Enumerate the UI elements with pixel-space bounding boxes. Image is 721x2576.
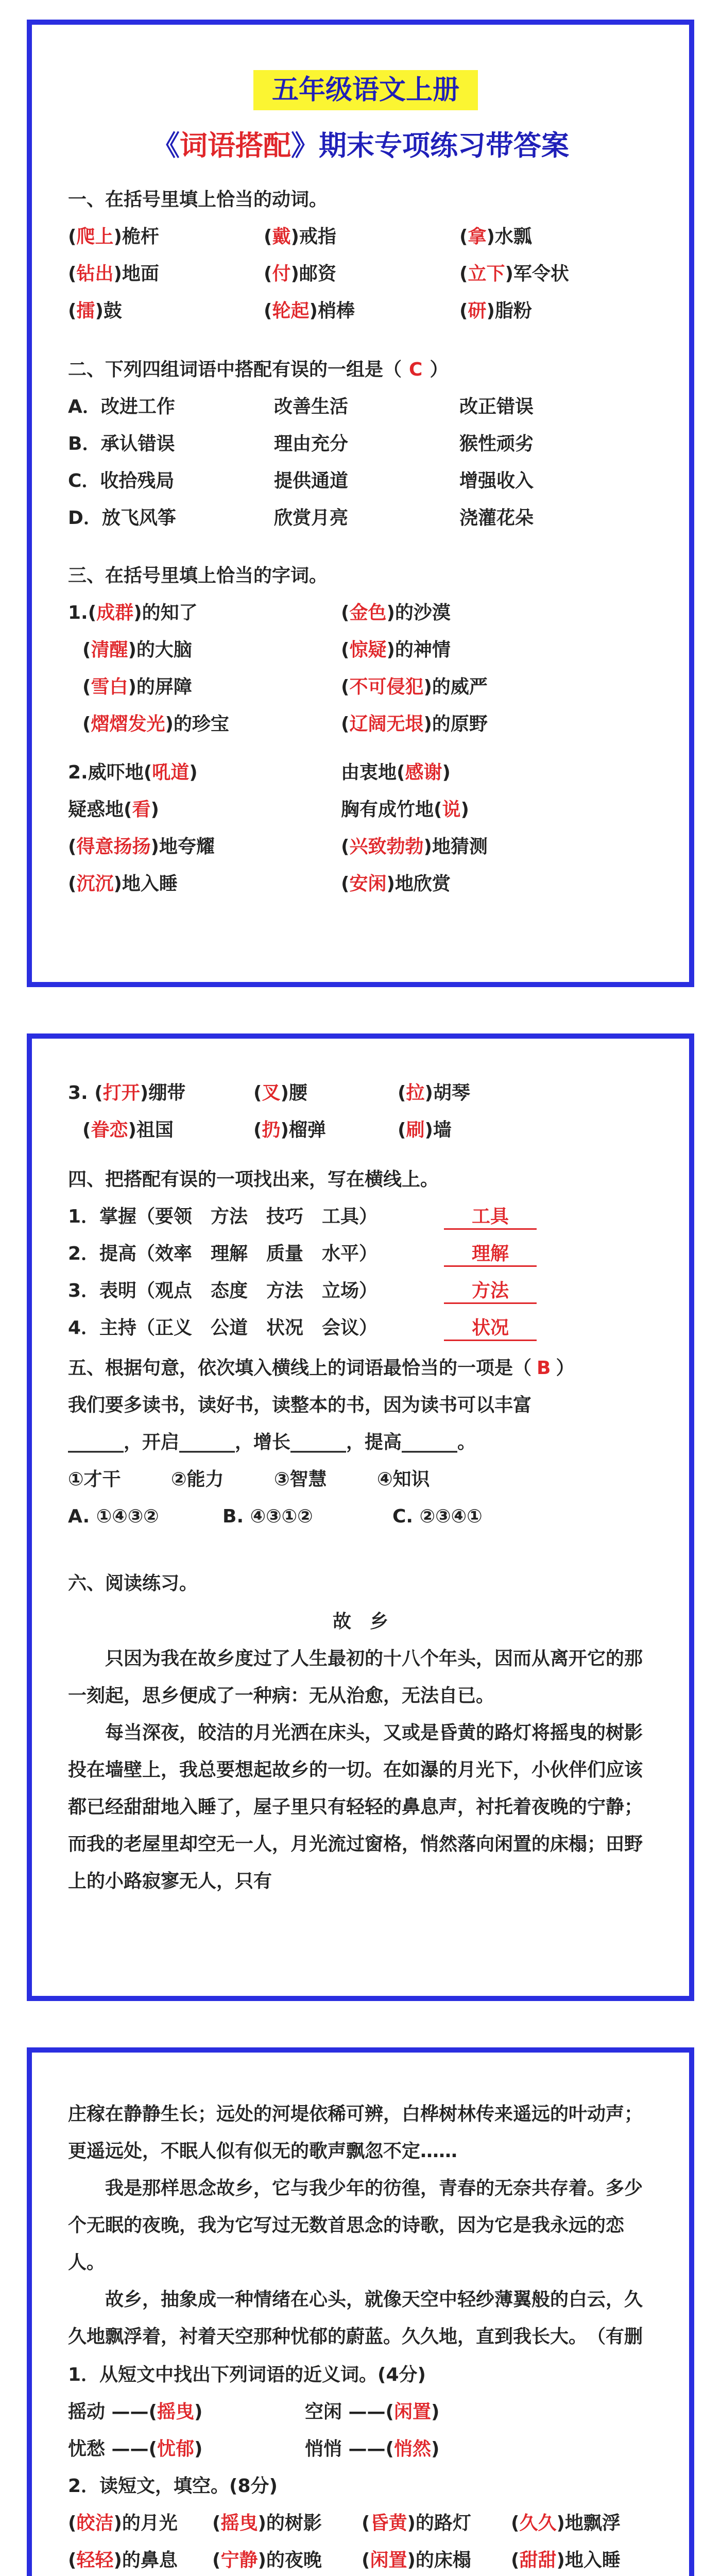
fill-item: (拉)胡琴	[398, 1082, 470, 1104]
option-cell: 猴性顽劣	[459, 433, 534, 454]
fill-item-left: 2.威吓地(吼道)	[68, 762, 198, 783]
fill-item-left: (沉沉)地入睡	[68, 873, 178, 894]
mismatch-answer: 方法	[444, 1280, 537, 1304]
option-cell: 浇灌花朵	[459, 507, 534, 529]
fill-item: (皎洁)的月光	[68, 2513, 178, 2534]
synonym-item: 空闲 ——(闲置)	[305, 2401, 440, 2422]
fill-item: (眷恋)祖国	[82, 1120, 174, 1141]
section-5-heading: 五、根据句意，依次填入横线上的词语最恰当的一项是（ B ）	[68, 1358, 575, 1379]
fill-item-right: 胸有成竹地(说)	[341, 799, 469, 820]
page-1	[27, 20, 694, 987]
story-paragraph-4: 故乡，抽象成一种情绪在心头，就像天空中轻纱薄翼般的白云，久久地飘浮着，衬着天空那种忧郁的蔚蓝。久久地，直到我长大。 （有删	[68, 2289, 643, 2347]
section-1-heading: 一、在括号里填上恰当的动词。	[68, 189, 328, 210]
verb-blank-item: (轮起)梢棒	[264, 300, 355, 321]
mismatch-question: 4．主持（正义 公道 状况 会议）	[68, 1317, 378, 1338]
fill-item-right: (辽阔无垠)的原野	[341, 714, 488, 735]
option-cell: 提供通道	[274, 470, 349, 492]
choice-item: ②能力	[171, 1469, 224, 1490]
section-3-heading: 三、在括号里填上恰当的字词。	[68, 565, 328, 586]
fill-item-left: (清醒)的大脑	[82, 639, 192, 660]
verb-blank-item: (付)邮资	[264, 263, 336, 284]
fill-item: (刷)墙	[398, 1120, 452, 1141]
fill-item: (宁静)的夜晚	[212, 2550, 322, 2571]
verb-blank-item: (拿)水瓢	[459, 226, 532, 247]
fill-item-left: (得意扬扬)地夸耀	[68, 836, 215, 857]
mismatch-question: 2．提高（效率 理解 质量 水平）	[68, 1243, 378, 1264]
verb-blank-item: (擂)鼓	[68, 300, 122, 321]
option-item: C. ②③④①	[392, 1506, 483, 1527]
option-cell: 理由充分	[274, 433, 349, 454]
option-item: B. ④③①②	[222, 1506, 313, 1527]
story-paragraph-2: 每当深夜，皎洁的月光洒在床头，又或是昏黄的路灯将摇曳的树影投在墙壁上，我总要想起故乡的一切。在如瀑的月光下，小伙伴们应该都已经甜甜地入睡了，屋子里只有轻轻的鼻息声，衬托着夜晚的宁静；而我的老屋里却空无一人，月光流过窗格，悄然落向闲置的床榻；田野上的小路寂寥无人，只有	[68, 1722, 643, 1892]
synonym-item: 摇动 ——(摇曳)	[68, 2401, 203, 2422]
section-4-heading: 四、把搭配有误的一项找出来，写在横线上。	[68, 1169, 439, 1190]
option-cell: 欣赏月亮	[274, 507, 349, 529]
fill-item: (闲置)的床榻	[362, 2550, 471, 2571]
fill-item: 3. (打开)绷带	[68, 1082, 186, 1104]
choice-item: ①才干	[68, 1469, 121, 1490]
verb-blank-item: (爬上)桅杆	[68, 226, 159, 247]
fill-item-left: (雪白)的屏障	[82, 676, 192, 698]
option-item: A. ①④③②	[68, 1506, 159, 1527]
mismatch-answer: 工具	[444, 1206, 537, 1230]
question-2: 2．读短文，填空。(8分)	[68, 2476, 278, 2497]
mismatch-question: 3．表明（观点 态度 方法 立场）	[68, 1280, 378, 1301]
option-cell: 改善生活	[274, 396, 349, 417]
section-5-line2: ______，开启______，增长______，提高______。	[68, 1432, 476, 1453]
choice-item: ③智慧	[274, 1469, 327, 1490]
story-paragraph-2-cont: 庄稼在静静生长；远处的河堤依稀可辨，白桦树林传来遥远的叶动声；更遥远处，不眠人似有似无的歌声飘忽不定……	[68, 2104, 643, 2162]
fill-item-right: (安闲)地欣赏	[341, 873, 451, 894]
section-2-heading: 二、下列四组词语中搭配有误的一组是（ C ）	[68, 359, 449, 380]
story-paragraph-3: 我是那样思念故乡，它与我少年的彷徨，青春的无奈共存着。多少个无眠的夜晚，我为它写过无数首思念的诗歌，因为它是我永远的恋人。	[68, 2178, 643, 2273]
verb-blank-item: (戴)戒指	[264, 226, 336, 247]
fill-item: (昏黄)的路灯	[362, 2513, 471, 2534]
verb-blank-item: (研)脂粉	[459, 300, 532, 321]
fill-item-left: 1.(成群)的知了	[68, 602, 198, 623]
fill-item-right: (不可侵犯)的威严	[341, 676, 488, 698]
fill-item: (扔)榴弹	[253, 1120, 326, 1141]
page-2	[27, 1033, 694, 2001]
fill-item-right: (兴致勃勃)地猜测	[341, 836, 488, 857]
verb-blank-item: (立下)军令状	[459, 263, 569, 284]
option-cell: 增强收入	[459, 470, 534, 492]
choice-item: ④知识	[377, 1469, 430, 1490]
option-cell: 改正错误	[459, 396, 534, 417]
mismatch-answer: 理解	[444, 1243, 537, 1267]
story-paragraph-1: 只因为我在故乡度过了人生最初的十八个年头，因而从离开它的那一刻起，思乡便成了一种病：无从治愈，无法自已。	[68, 1648, 643, 1706]
fill-item: (叉)腰	[253, 1082, 307, 1104]
fill-item-right: 由衷地(感谢)	[341, 762, 451, 783]
section-6-heading: 六、阅读练习。	[68, 1573, 198, 1594]
option-cell: A．改进工作	[68, 396, 175, 417]
page-subtitle: 《词语搭配》期末专项练习带答案	[152, 129, 569, 162]
mismatch-answer: 状况	[444, 1317, 537, 1341]
verb-blank-item: (钻出)地面	[68, 263, 159, 284]
fill-item: (轻轻)的鼻息	[68, 2550, 178, 2571]
fill-item: (久久)地飘浮	[511, 2513, 621, 2534]
fill-item-left: 疑惑地(看)	[68, 799, 159, 820]
page-title: 五年级语文上册	[253, 70, 478, 110]
page-3	[27, 2047, 694, 2576]
mismatch-question: 1．掌握（要领 方法 技巧 工具）	[68, 1206, 378, 1227]
synonym-item: 悄悄 ——(悄然)	[305, 2438, 440, 2460]
fill-item-left: (熠熠发光)的珍宝	[82, 714, 229, 735]
option-cell: B．承认错误	[68, 433, 175, 454]
story-title: 故 乡	[332, 1611, 388, 1632]
synonym-item: 忧愁 ——(忧郁)	[68, 2438, 203, 2460]
option-cell: C．收拾残局	[68, 470, 175, 492]
fill-item: (摇曳)的树影	[212, 2513, 322, 2534]
question-1: 1．从短文中找出下列词语的近义词。(4分)	[68, 2364, 426, 2385]
section-5-line1: 我们要多读书，读好书，读整本的书，因为读书可以丰富	[68, 1395, 532, 1416]
fill-item: (甜甜)地入睡	[511, 2550, 621, 2571]
fill-item-right: (金色)的沙漠	[341, 602, 451, 623]
option-cell: D．放飞风筝	[68, 507, 176, 529]
fill-item-right: (惊疑)的神情	[341, 639, 451, 660]
